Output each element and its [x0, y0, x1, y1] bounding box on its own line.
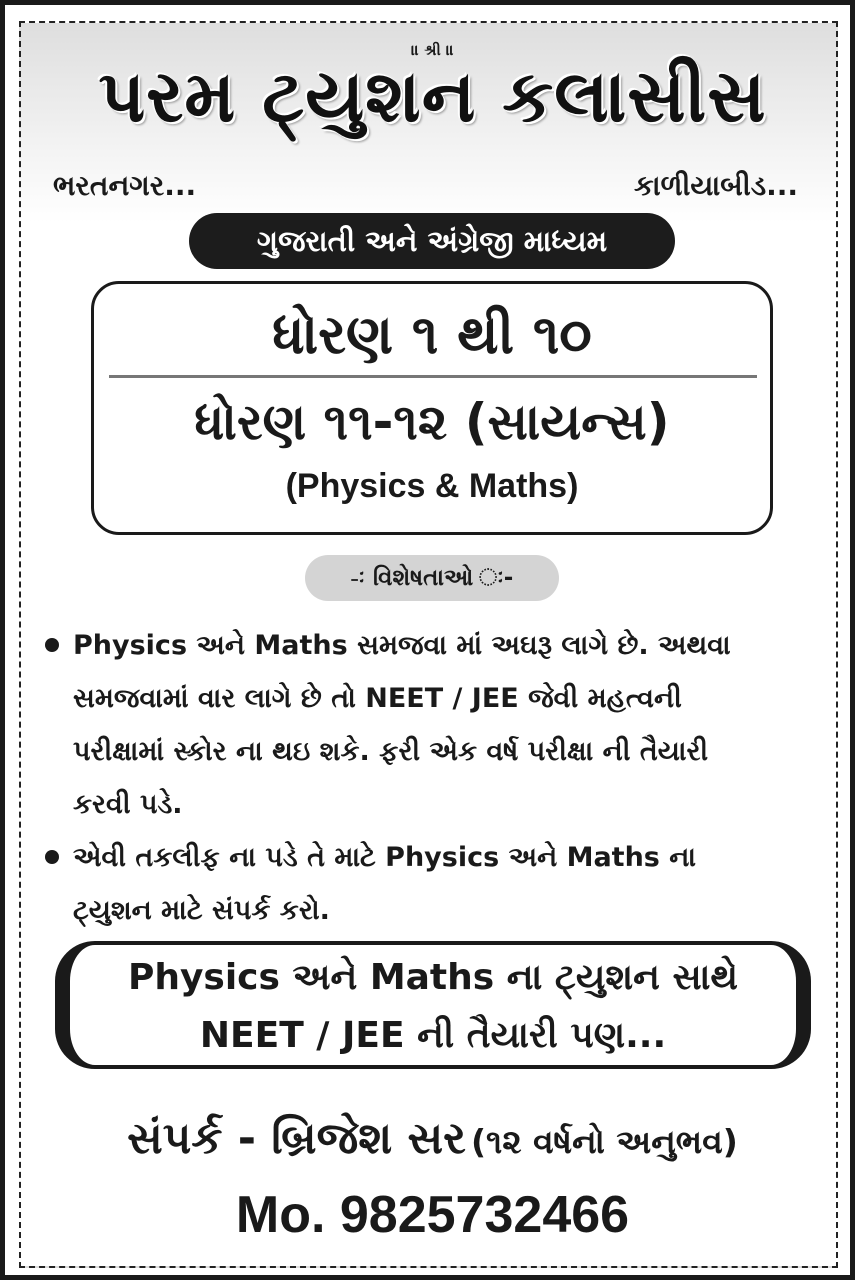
bullet-dot-icon: [45, 638, 59, 652]
list-item: [39, 831, 829, 937]
contact-name: સંપર્ક - બ્રિજેશ સર: [127, 1113, 466, 1164]
bullet-line: ટ્યુશન માટે સંપર્ક કરો.: [73, 895, 330, 926]
standard-higher: ધોરણ ૧૧-૧૨ (સાયન્સ): [194, 393, 670, 451]
bullet-dot-icon: [45, 850, 59, 864]
bullet-line: Physics અને Maths સમજવા માં અઘરૂ લાગે છે. અથવા: [73, 630, 731, 661]
features-list: [39, 619, 829, 937]
highlight-line-2: NEET / JEE ની તૈયારી પણ...: [199, 1015, 667, 1056]
subjects-label: (Physics & Maths): [285, 467, 579, 505]
bullet-line: પરીક્ષામાં સ્કોર ના થઇ શકે. ફરી એક વર્ષ પરીક્ષા ની તૈયારી: [73, 736, 709, 767]
location-left: ભરતનગર...: [53, 169, 197, 202]
contact-line: [5, 1113, 855, 1164]
list-item: [39, 619, 829, 831]
shri-invocation: ॥ શ્રી ॥: [411, 41, 454, 59]
medium-badge: ગુજરાતી અને અંગ્રેજી માધ્યમ: [189, 213, 675, 269]
location-right: કાળીયાબીડ...: [633, 169, 798, 202]
highlight-line-1: Physics અને Maths ના ટ્યુશન સાથે: [127, 957, 739, 998]
bullet-line: કરવી પડે.: [73, 789, 183, 820]
bullet-line: એવી તકલીફ ના પડે તે માટે Physics અને Maths ના: [73, 842, 696, 873]
bullet-line: સમજવામાં વાર લાગે છે તો NEET / JEE જેવી મહત્વની: [73, 683, 682, 714]
contact-experience: (૧૨ વર્ષનો અનુભવ): [470, 1122, 738, 1161]
page-title: પરમ ટ્યુશન કલાસીસ: [98, 54, 767, 138]
features-heading: -ઃ વિશેષતાઓ ઃ-: [305, 555, 559, 601]
standards-divider: [109, 375, 757, 378]
mobile-number[interactable]: Mo. 9825732466: [235, 1186, 630, 1244]
standard-primary: ધોરણ ૧ થી ૧૦: [272, 303, 592, 366]
